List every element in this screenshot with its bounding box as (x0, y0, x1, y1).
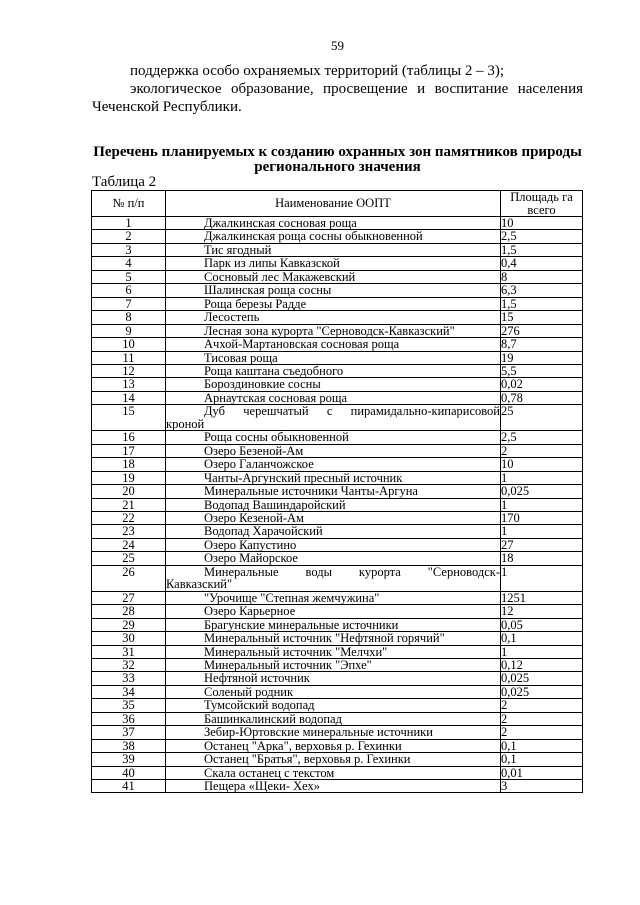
area-value: 276 (501, 324, 583, 337)
site-name-line: кроной (166, 416, 205, 431)
site-name: "Урочище "Степная жемчужина" (204, 590, 380, 605)
site-name: Сосновый лес Макажевский (204, 269, 356, 284)
site-name: Тис ягодный (204, 242, 272, 257)
site-name-cell (166, 324, 501, 337)
site-name: Озеро Карьерное (204, 604, 296, 619)
site-name-cell (166, 780, 501, 793)
table-row (92, 351, 583, 364)
site-name: Шалинская роща сосны (204, 283, 332, 298)
site-name-cell (166, 364, 501, 377)
site-name-cell (166, 311, 501, 324)
row-number: 21 (92, 498, 166, 511)
site-name: Джалкинская сосновая роща (204, 216, 357, 230)
area-value: 0,025 (501, 672, 583, 685)
table-row (92, 485, 583, 498)
area-value: 2 (501, 699, 583, 712)
site-name: Тисовая роща (204, 350, 278, 365)
row-number: 41 (92, 780, 166, 793)
row-number: 10 (92, 338, 166, 351)
area-value: 0,02 (501, 378, 583, 391)
row-number: 19 (92, 471, 166, 484)
page-number: 59 (331, 38, 344, 53)
area-value: 0,1 (501, 632, 583, 645)
area-value: 1251 (501, 591, 583, 604)
row-number: 36 (92, 712, 166, 725)
row-number: 8 (92, 311, 166, 324)
area-value: 1 (501, 645, 583, 658)
row-number: 20 (92, 485, 166, 498)
row-number: 31 (92, 645, 166, 658)
table-row (92, 712, 583, 725)
row-number: 24 (92, 538, 166, 551)
area-value: 2 (501, 444, 583, 457)
row-number: 17 (92, 444, 166, 457)
row-number: 26 (92, 565, 166, 591)
area-value: 27 (501, 538, 583, 551)
area-value: 2 (501, 712, 583, 725)
area-value: 1 (501, 565, 583, 591)
site-name: Минеральный источник "Мелчхи" (204, 644, 388, 659)
site-name-cell (166, 257, 501, 270)
row-number: 23 (92, 525, 166, 538)
row-number: 5 (92, 270, 166, 283)
table-row (92, 338, 583, 351)
site-name-cell (166, 726, 501, 739)
area-value: 19 (501, 351, 583, 364)
site-name: Пещера «Щеки- Хех» (204, 779, 321, 794)
table-header-row (92, 191, 583, 217)
area-value: 8 (501, 270, 583, 283)
row-number: 16 (92, 431, 166, 444)
row-number: 15 (92, 405, 166, 431)
site-name: Лесостепь (204, 310, 260, 325)
site-name: Роща каштана съедобного (204, 363, 344, 378)
site-name: Роща березы Радде (204, 296, 307, 311)
site-name-cell (166, 591, 501, 604)
table-row (92, 511, 583, 524)
table-row (92, 766, 583, 779)
site-name-cell (166, 632, 501, 645)
row-number: 27 (92, 591, 166, 604)
intro-paragraph-support: поддержка особо охраняемых территорий (таблицы 2 – 3); (130, 63, 505, 79)
row-number: 34 (92, 685, 166, 698)
site-name-line: Минеральные воды курорта "Серноводск- (204, 564, 500, 579)
table-row (92, 391, 583, 404)
site-name: Водопад Харачойский (204, 524, 323, 539)
title-line: Перечень планируемых к созданию охранных зон памятников природы (93, 144, 582, 160)
table-row (92, 284, 583, 297)
area-value: 10 (501, 217, 583, 230)
area-value: 12 (501, 605, 583, 618)
site-name: Башинкалинский водопад (204, 711, 342, 726)
site-name: Минеральные источники Чанты-Аргуна (204, 484, 418, 499)
table-body (92, 217, 583, 793)
area-value: 0,1 (501, 739, 583, 752)
table-row (92, 498, 583, 511)
site-name-cell (166, 297, 501, 310)
area-value: 8,7 (501, 338, 583, 351)
row-number: 30 (92, 632, 166, 645)
table-row (92, 405, 583, 431)
row-number: 37 (92, 726, 166, 739)
area-value: 25 (501, 405, 583, 431)
row-number: 28 (92, 605, 166, 618)
site-name-cell (166, 538, 501, 551)
table-row (92, 699, 583, 712)
table-row (92, 739, 583, 752)
table-row (92, 458, 583, 471)
table-row (92, 471, 583, 484)
area-value: 0,78 (501, 391, 583, 404)
area-value: 0,025 (501, 485, 583, 498)
site-name-cell (166, 525, 501, 538)
site-name: Роща сосны обыкновенной (204, 430, 349, 445)
document-title (92, 145, 583, 174)
row-number: 12 (92, 364, 166, 377)
area-value: 1 (501, 498, 583, 511)
table-row (92, 364, 583, 377)
site-name: Озеро Кезеной-Ам (204, 510, 304, 525)
site-name-cell (166, 511, 501, 524)
site-name: Озеро Галанчожское (204, 457, 314, 472)
header-name: Наименование ООПТ (166, 191, 501, 217)
row-number: 9 (92, 324, 166, 337)
site-name-cell (166, 685, 501, 698)
site-name-cell (166, 712, 501, 725)
area-value: 0,4 (501, 257, 583, 270)
site-name: Останец "Арка", верховья р. Гехинки (204, 738, 402, 753)
site-name-cell (166, 217, 501, 230)
site-name-cell (166, 699, 501, 712)
table-caption: Таблица 2 (92, 174, 157, 190)
table-row (92, 444, 583, 457)
site-name-cell (166, 672, 501, 685)
table-row (92, 525, 583, 538)
row-number: 40 (92, 766, 166, 779)
row-number: 2 (92, 230, 166, 243)
area-value: 0,05 (501, 618, 583, 631)
site-name: Минеральный источник "Эпхе" (204, 657, 372, 672)
area-value: 2,5 (501, 431, 583, 444)
site-name-cell (166, 739, 501, 752)
table-row (92, 605, 583, 618)
area-value: 0,1 (501, 753, 583, 766)
area-value: 5,5 (501, 364, 583, 377)
row-number: 35 (92, 699, 166, 712)
row-number: 11 (92, 351, 166, 364)
table-row (92, 685, 583, 698)
row-number: 32 (92, 658, 166, 671)
site-name-cell (166, 431, 501, 444)
table-row (92, 658, 583, 671)
site-name: Нефтяной источник (204, 671, 310, 686)
area-value: 1,5 (501, 297, 583, 310)
area-value: 10 (501, 458, 583, 471)
table-row (92, 538, 583, 551)
site-name-cell (166, 444, 501, 457)
row-number: 1 (92, 217, 166, 230)
area-value: 2 (501, 726, 583, 739)
site-name-line: Кавказский" (166, 577, 233, 592)
area-value: 1 (501, 525, 583, 538)
site-name-cell (166, 243, 501, 256)
row-number: 3 (92, 243, 166, 256)
site-name-cell (166, 378, 501, 391)
table-row (92, 257, 583, 270)
area-value: 3 (501, 780, 583, 793)
area-value: 1,5 (501, 243, 583, 256)
site-name-cell (166, 351, 501, 364)
site-name: Озеро Безеной-Ам (204, 443, 304, 458)
area-value: 0,025 (501, 685, 583, 698)
row-number: 13 (92, 378, 166, 391)
site-name: Минеральный источник "Нефтяной горячий" (204, 631, 445, 646)
table-row (92, 552, 583, 565)
site-name: Брагунские минеральные источники (204, 617, 399, 632)
table-row (92, 672, 583, 685)
site-name-cell (166, 284, 501, 297)
site-name-cell (166, 230, 501, 243)
area-value: 2,5 (501, 230, 583, 243)
table-row (92, 780, 583, 793)
table-row (92, 230, 583, 243)
table-row (92, 632, 583, 645)
site-name-cell (166, 565, 501, 591)
row-number: 14 (92, 391, 166, 404)
site-name: Чанты-Аргунский пресный источник (204, 470, 403, 485)
table-row (92, 311, 583, 324)
table-row (92, 565, 583, 591)
site-name: Скала останец с текстом (204, 765, 335, 780)
site-name: Зебир-Юртовские минеральные источники (204, 725, 433, 740)
table-row (92, 243, 583, 256)
site-name-cell (166, 658, 501, 671)
site-name: Водопад Вашиндаройский (204, 497, 346, 512)
site-name-cell (166, 753, 501, 766)
site-name: Ачхой-Мартановская сосновая роща (204, 337, 400, 352)
site-name: Останец "Братья", верховья р. Гехинки (204, 752, 411, 767)
site-name-cell (166, 618, 501, 631)
table-row (92, 726, 583, 739)
protected-areas-table (91, 190, 583, 793)
table-row (92, 270, 583, 283)
site-name: Джалкинская роща сосны обыкновенной (204, 229, 423, 244)
table-row (92, 297, 583, 310)
row-number: 29 (92, 618, 166, 631)
title-line: регионального значения (254, 158, 421, 175)
site-name: Озеро Майорское (204, 551, 298, 566)
site-name-cell (166, 485, 501, 498)
area-value: 15 (501, 311, 583, 324)
intro-text (92, 62, 583, 116)
site-name-cell (166, 458, 501, 471)
site-name-cell (166, 605, 501, 618)
table-row (92, 618, 583, 631)
row-number: 39 (92, 753, 166, 766)
site-name: Арнаутская сосновая роща (204, 390, 348, 405)
area-value: 1 (501, 471, 583, 484)
site-name: Тумсойский водопад (204, 698, 315, 713)
header-area: Площадь га всего (501, 191, 583, 217)
site-name-cell (166, 405, 501, 431)
row-number: 18 (92, 458, 166, 471)
area-value: 18 (501, 552, 583, 565)
site-name-cell (166, 338, 501, 351)
area-value: 170 (501, 511, 583, 524)
site-name: Бороздиновкие сосны (204, 377, 321, 392)
row-number: 4 (92, 257, 166, 270)
site-name-cell (166, 766, 501, 779)
row-number: 33 (92, 672, 166, 685)
table-row (92, 431, 583, 444)
site-name: Соленый родник (204, 684, 294, 699)
site-name: Парк из липы Кавказской (204, 256, 340, 271)
site-name-cell (166, 391, 501, 404)
table-row (92, 591, 583, 604)
header-number: № п/п (92, 191, 166, 217)
site-name-line: Дуб черешчатый с пирамидально-кипарисовой (204, 404, 500, 419)
site-name: Озеро Капустино (204, 537, 297, 552)
row-number: 25 (92, 552, 166, 565)
site-name-cell (166, 552, 501, 565)
site-name-cell (166, 645, 501, 658)
row-number: 38 (92, 739, 166, 752)
row-number: 6 (92, 284, 166, 297)
site-name-cell (166, 498, 501, 511)
site-name-cell (166, 471, 501, 484)
area-value: 0,12 (501, 658, 583, 671)
site-name: Лесная зона курорта "Серноводск-Кавказский" (204, 323, 455, 338)
table-row (92, 324, 583, 337)
table-row (92, 217, 583, 230)
table-row (92, 645, 583, 658)
row-number: 7 (92, 297, 166, 310)
area-value: 0,01 (501, 766, 583, 779)
row-number: 22 (92, 511, 166, 524)
site-name-cell (166, 270, 501, 283)
table-row (92, 753, 583, 766)
intro-paragraph-education: экологическое образование, просвещение и воспитание населения Чеченской Республики. (92, 81, 583, 115)
table-row (92, 378, 583, 391)
area-value: 6,3 (501, 284, 583, 297)
